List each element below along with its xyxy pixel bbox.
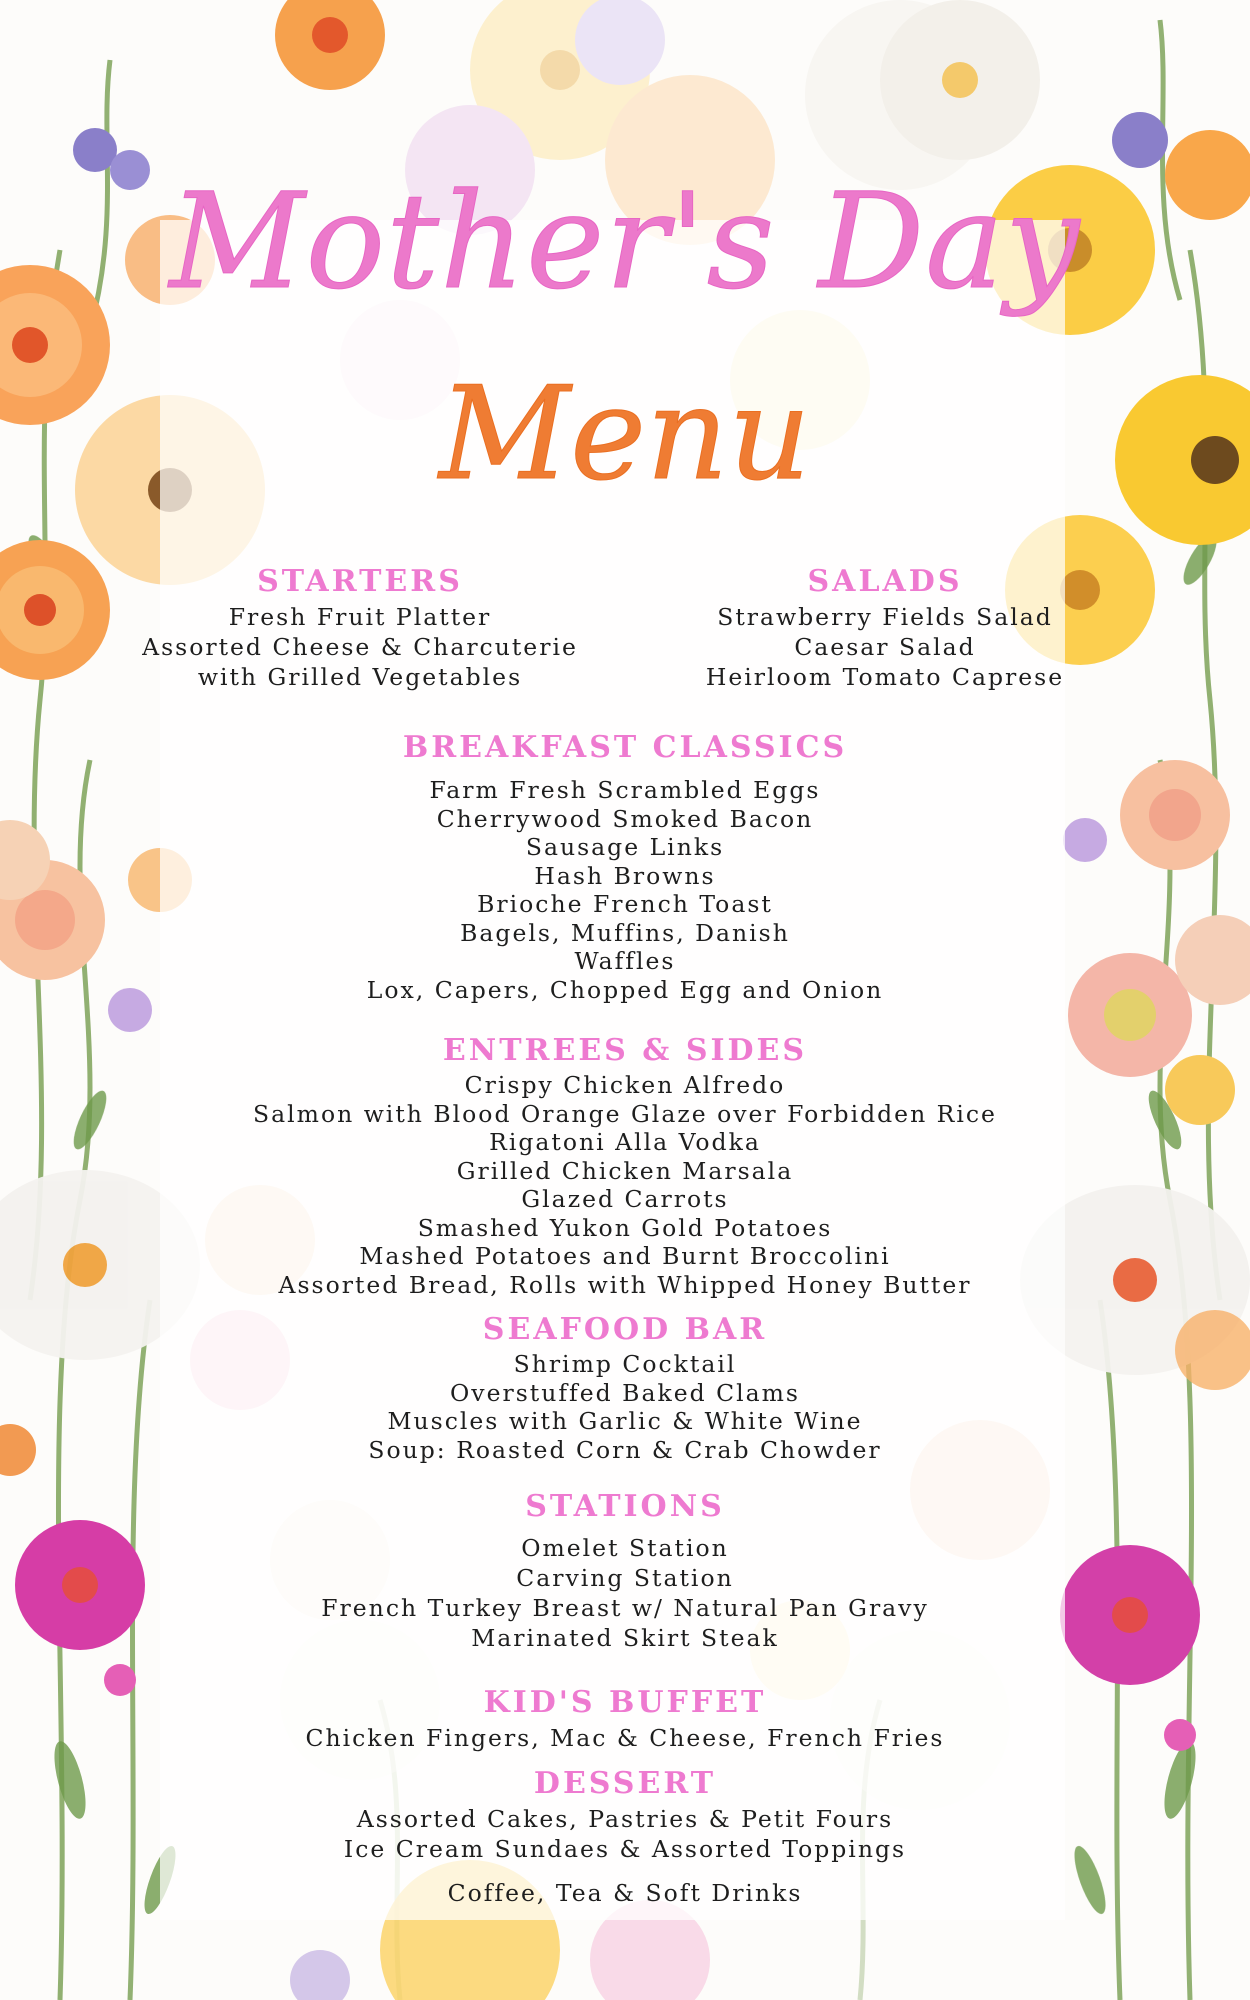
menu-item: Lox, Capers, Chopped Egg and Onion bbox=[366, 975, 884, 1004]
salads-section bbox=[660, 562, 1110, 692]
menu-item: Heirloom Tomato Caprese bbox=[705, 663, 1065, 691]
starters-section bbox=[110, 562, 610, 692]
section-heading: DESSERT bbox=[533, 1766, 717, 1801]
section-heading: STARTERS bbox=[257, 564, 463, 599]
menu-item: Coffee, Tea & Soft Drinks bbox=[447, 1879, 803, 1907]
section-heading: STATIONS bbox=[525, 1489, 725, 1524]
menu-item: Assorted Cakes, Pastries & Petit Fours bbox=[356, 1805, 894, 1833]
menu-item: Rigatoni Alla Vodka bbox=[489, 1128, 761, 1156]
menu-item: Smashed Yukon Gold Potatoes bbox=[417, 1213, 833, 1242]
menu-item: Carving Station bbox=[516, 1564, 734, 1592]
menu-item: Waffles bbox=[574, 947, 676, 975]
menu-item: Crispy Chicken Alfredo bbox=[464, 1071, 786, 1099]
menu-item: Overstuffed Baked Clams bbox=[450, 1378, 800, 1407]
menu-item: Assorted Cheese & Charcuterie bbox=[142, 633, 578, 661]
kids-buffet-section bbox=[175, 1683, 1075, 1753]
menu-item: Chicken Fingers, Mac & Cheese, French Fries bbox=[305, 1724, 945, 1752]
menu-title-menu: Menu bbox=[439, 360, 811, 509]
menu-item: Omelet Station bbox=[521, 1534, 729, 1562]
drinks-line bbox=[175, 1878, 1075, 1908]
menu-item: Sausage Links bbox=[525, 833, 725, 861]
menu-item: Hash Browns bbox=[534, 861, 716, 890]
menu-item: Muscles with Garlic & White Wine bbox=[387, 1407, 863, 1435]
menu-item: Fresh Fruit Platter bbox=[228, 603, 492, 631]
menu-item: Ice Cream Sundaes & Assorted Toppings bbox=[343, 1835, 907, 1863]
menu-title-mothers-day: Mother's Day bbox=[169, 165, 1081, 319]
menu-item: Strawberry Fields Salad bbox=[717, 603, 1053, 631]
menu-item: Cherrywood Smoked Bacon bbox=[436, 804, 814, 833]
menu-item: French Turkey Breast w/ Natural Pan Gravy bbox=[321, 1594, 929, 1622]
menu-item: Farm Fresh Scrambled Eggs bbox=[429, 776, 821, 804]
dessert-section bbox=[175, 1764, 1075, 1864]
section-heading: KID'S BUFFET bbox=[483, 1685, 767, 1720]
menu-item: Brioche French Toast bbox=[477, 890, 773, 918]
menu-item: Marinated Skirt Steak bbox=[471, 1624, 779, 1652]
section-heading: SALADS bbox=[807, 564, 963, 599]
section-heading: SEAFOOD BAR bbox=[482, 1312, 768, 1347]
seafood-bar-section bbox=[175, 1310, 1075, 1464]
menu-item: Assorted Bread, Rolls with Whipped Honey Butter bbox=[278, 1270, 972, 1299]
breakfast-classics-section bbox=[175, 728, 1075, 1004]
menu-item: Glazed Carrots bbox=[521, 1185, 729, 1213]
section-heading: ENTREES & SIDES bbox=[442, 1033, 808, 1068]
menu-item: Mashed Potatoes and Burnt Broccolini bbox=[359, 1242, 891, 1270]
entrees-sides-section bbox=[175, 1031, 1075, 1299]
section-heading: BREAKFAST CLASSICS bbox=[402, 730, 848, 765]
menu-item: Salmon with Blood Orange Glaze over Forbidden Rice bbox=[253, 1099, 997, 1128]
stations-section bbox=[175, 1487, 1075, 1653]
menu-item: with Grilled Vegetables bbox=[197, 663, 523, 691]
menu-item: Grilled Chicken Marsala bbox=[456, 1156, 794, 1185]
menu-item: Caesar Salad bbox=[794, 633, 976, 661]
menu-item: Bagels, Muffins, Danish bbox=[460, 918, 790, 947]
menu-item: Shrimp Cocktail bbox=[513, 1350, 737, 1378]
menu-item: Soup: Roasted Corn & Crab Chowder bbox=[368, 1435, 882, 1464]
